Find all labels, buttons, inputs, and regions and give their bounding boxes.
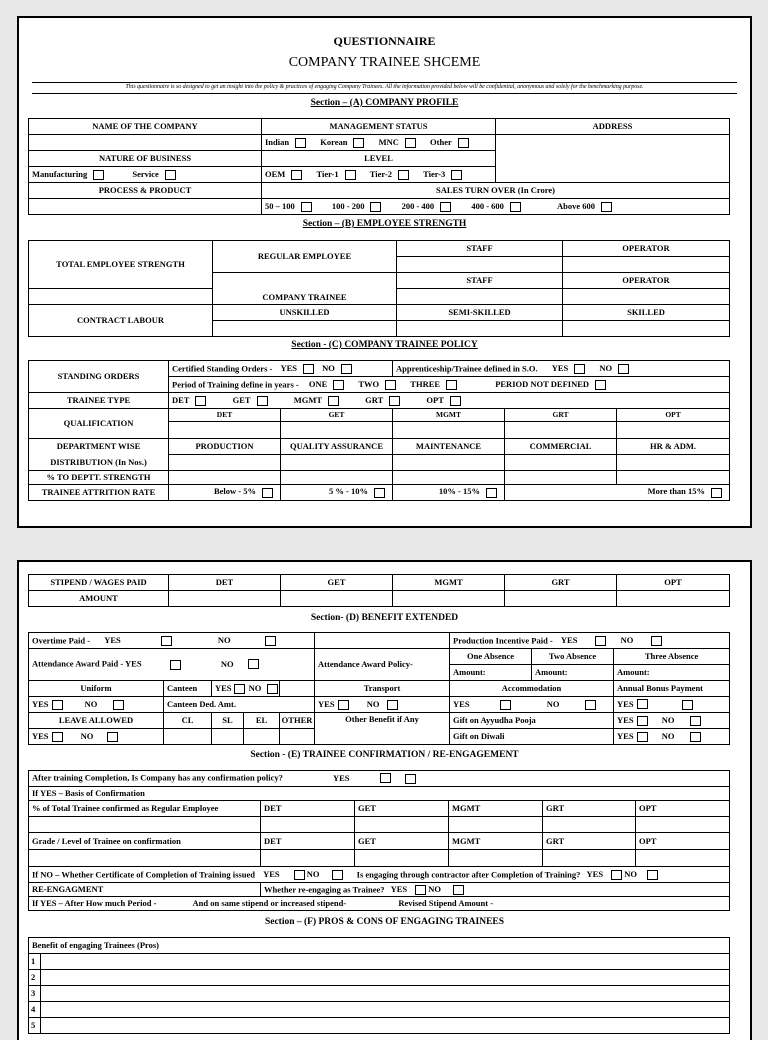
trainee-staff-field[interactable]	[397, 289, 563, 305]
accommodation-no-option[interactable]: NO	[547, 700, 601, 710]
checkbox-icon[interactable]	[370, 202, 381, 212]
confirmation-table	[28, 770, 730, 911]
stipend-det-header: DET	[169, 575, 281, 591]
checkbox-icon[interactable]	[690, 716, 701, 726]
canteen-ded-label: Canteen Ded. Amt.	[164, 697, 315, 713]
pros-row-field[interactable]	[41, 970, 730, 986]
canteen-label: Canteen	[164, 681, 212, 697]
sl-field[interactable]	[212, 729, 244, 745]
after-period-row: If YES – After How much Period - And on same stipend or increased stipend- Revised Stipend Amount -	[29, 897, 730, 911]
attendance-yes-checkbox-icon[interactable]	[170, 660, 181, 670]
dist-maintenance-field[interactable]	[393, 455, 505, 471]
grade-grt-field[interactable]	[543, 850, 636, 867]
qual-grt-field[interactable]	[505, 422, 617, 439]
overtime-row: Overtime Paid - YES NO	[29, 633, 315, 649]
overtime-no-option[interactable]: NO	[218, 636, 280, 646]
checkbox-icon[interactable]	[385, 380, 396, 390]
so-no-option[interactable]: NO	[322, 364, 356, 374]
pct-dept-label: % TO DEPTT. STRENGTH	[29, 471, 169, 485]
dept-production-header: PRODUCTION	[169, 439, 281, 455]
qual-det-header: DET	[169, 409, 281, 422]
staff-label: STAFF	[397, 241, 563, 257]
checkbox-icon[interactable]	[374, 488, 385, 498]
grade-mgmt-field[interactable]	[449, 850, 543, 867]
checkbox-icon[interactable]	[107, 732, 118, 742]
qual-mgmt-field[interactable]	[393, 422, 505, 439]
business-service-option[interactable]: Service	[132, 170, 179, 180]
checkbox-icon[interactable]	[611, 870, 622, 880]
leave-other-label: OTHER	[280, 713, 315, 729]
checkbox-icon[interactable]	[451, 170, 462, 180]
pct-confirmed-label: % of Total Trainee confirmed as Regular Employee	[29, 801, 261, 817]
disclaimer-text: This questionnaire is so designed to get an insight into the policy & practices of engaging Company Trainees. All the information provided below will be confidential, anonymous and solely for the benchmarking purpose.	[125, 84, 644, 90]
sales-400-600-option[interactable]: 400 - 600	[471, 202, 525, 212]
stipend-opt-header: OPT	[617, 575, 730, 591]
canteen-blank	[280, 681, 315, 697]
dist-qa-field[interactable]	[281, 455, 393, 471]
section-c-heading: Section - (C) COMPANY TRAINEE POLICY	[291, 340, 478, 350]
checkbox-icon[interactable]	[353, 138, 364, 148]
type-get-option[interactable]: GET	[233, 396, 272, 406]
leave-sl-label: SL	[212, 713, 244, 729]
dist-commercial-field[interactable]	[505, 455, 617, 471]
confirmation-policy-row: After training Completion, Is Company has any confirmation policy? YES	[29, 771, 730, 787]
grade-mgmt-label: MGMT	[449, 833, 543, 850]
trainee-staff-label: STAFF	[397, 273, 563, 289]
grade-blank	[29, 850, 261, 867]
unskilled-label: UNSKILLED	[213, 305, 397, 321]
checkbox-icon[interactable]	[651, 636, 662, 646]
gift-diwali-options	[614, 729, 730, 745]
pct-opt-label: OPT	[636, 801, 730, 817]
regular-staff-field[interactable]	[397, 257, 563, 273]
amount-mgmt-field[interactable]	[393, 591, 505, 607]
certificate-no-option[interactable]: NO	[307, 870, 347, 880]
leave-el-label: EL	[244, 713, 280, 729]
checkbox-icon[interactable]	[398, 170, 409, 180]
canteen-options	[212, 681, 280, 697]
checkbox-icon[interactable]	[267, 684, 278, 694]
level-options	[262, 167, 496, 183]
checkbox-icon[interactable]	[440, 202, 451, 212]
certificate-row: If NO – Whether Certificate of Completion of Training issued YES NO Is engaging through contractor after Completion of Training? YES NO	[29, 867, 730, 883]
checkbox-icon[interactable]	[601, 202, 612, 212]
leave-options	[29, 729, 164, 745]
checkbox-icon[interactable]	[595, 636, 606, 646]
trainee-type-options	[169, 393, 730, 409]
attendance-policy-label: Attendance Award Policy-	[315, 649, 450, 681]
stipend-label: STIPEND / WAGES PAID	[29, 575, 169, 591]
trainee-policy-table	[28, 360, 730, 501]
checkbox-icon[interactable]	[295, 138, 306, 148]
apprentice-yes-option[interactable]: YES	[552, 364, 590, 374]
checkbox-icon[interactable]	[637, 699, 648, 709]
mgmt-other-option[interactable]: Other	[430, 138, 473, 148]
gift-diwali-label: Gift on Diwali	[450, 729, 614, 745]
pct-grt-field[interactable]	[543, 817, 636, 833]
period-one-option[interactable]: ONE	[309, 380, 348, 390]
sales-50-100-option[interactable]: 50 – 100	[265, 202, 316, 212]
semi-skilled-label: SEMI-SKILLED	[397, 305, 563, 321]
management-status-label: MANAGEMENT STATUS	[262, 119, 496, 135]
grade-get-field[interactable]	[355, 850, 449, 867]
sales-turnover-label: SALES TURN OVER (In Crore)	[262, 183, 730, 199]
checkbox-icon[interactable]	[585, 700, 596, 710]
company-name-field[interactable]	[29, 135, 262, 151]
checkbox-icon[interactable]	[647, 870, 658, 880]
overtime-blank	[315, 633, 450, 649]
business-options	[29, 167, 262, 183]
leave-cl-label: CL	[164, 713, 212, 729]
pct-hr-field[interactable]	[617, 471, 730, 485]
amount-grt-field[interactable]	[505, 591, 617, 607]
type-mgmt-option[interactable]: MGMT	[294, 396, 343, 406]
company-trainee-label: COMPANY TRAINEE	[213, 273, 397, 305]
grade-det-field[interactable]	[261, 850, 355, 867]
amount-get-field[interactable]	[281, 591, 393, 607]
checkbox-icon[interactable]	[294, 870, 305, 880]
semi-skilled-field[interactable]	[397, 321, 563, 337]
checkbox-icon[interactable]	[574, 364, 585, 374]
pros-row-field[interactable]	[41, 1018, 730, 1034]
benefit-table	[28, 632, 730, 745]
standing-orders-label: STANDING ORDERS	[29, 361, 169, 393]
pros-row-number: 1	[29, 954, 41, 970]
pct-opt-field[interactable]	[636, 817, 730, 833]
three-absence-amount[interactable]: Amount:	[614, 665, 730, 681]
page-subtitle: COMPANY TRAINEE SHCEME	[288, 55, 481, 70]
checkbox-icon[interactable]	[387, 700, 398, 710]
contractor-no-option[interactable]: NO	[624, 870, 662, 880]
checkbox-icon[interactable]	[380, 773, 391, 783]
checkbox-icon[interactable]	[637, 732, 648, 742]
re-engage-yes-option[interactable]: YES	[391, 885, 427, 895]
other-field[interactable]	[280, 729, 315, 745]
checkbox-icon[interactable]	[265, 636, 276, 646]
qual-opt-field[interactable]	[617, 422, 730, 439]
trainee-operator-label: OPERATOR	[563, 273, 730, 289]
re-engagement-label: RE-ENGAGMENT	[29, 883, 261, 897]
checkbox-icon[interactable]	[446, 380, 457, 390]
other-benefit-label: Other Benefit if Any	[315, 713, 450, 745]
sales-options	[262, 199, 730, 215]
checkbox-icon[interactable]	[345, 170, 356, 180]
incentive-row: Production Incentive Paid - YES NO	[450, 633, 730, 649]
unskilled-field[interactable]	[213, 321, 397, 337]
pct-det-label: DET	[261, 801, 355, 817]
checkbox-icon[interactable]	[234, 684, 245, 694]
level-tier1-option[interactable]: Tier-1	[316, 170, 359, 180]
cl-field[interactable]	[164, 729, 212, 745]
one-absence-label: One Absence	[450, 649, 532, 665]
type-det-option[interactable]: DET	[172, 396, 210, 406]
address-label: ADDRESS	[496, 119, 730, 135]
trainee-operator-field[interactable]	[563, 289, 730, 305]
el-field[interactable]	[244, 729, 280, 745]
company-profile-table	[28, 118, 730, 215]
overtime-yes-option[interactable]: YES	[104, 636, 176, 646]
attendance-award-row: Attendance Award Paid - YES NO	[29, 649, 315, 681]
checkbox-icon[interactable]	[338, 700, 349, 710]
checkbox-icon[interactable]	[262, 488, 273, 498]
checkbox-icon[interactable]	[510, 202, 521, 212]
checkbox-icon[interactable]	[333, 380, 344, 390]
canteen-no-option[interactable]: NO	[249, 684, 280, 694]
gift-pooja-options	[614, 713, 730, 729]
qual-get-field[interactable]	[281, 422, 393, 439]
regular-employee-label: REGULAR EMPLOYEE	[213, 241, 397, 273]
qual-opt-header: OPT	[617, 409, 730, 422]
stipend-grt-header: GRT	[505, 575, 617, 591]
type-grt-option[interactable]: GRT	[365, 396, 404, 406]
amount-opt-field[interactable]	[617, 591, 730, 607]
apprentice-no-option[interactable]: NO	[599, 364, 633, 374]
checkbox-icon[interactable]	[458, 138, 469, 148]
checkbox-icon[interactable]	[486, 488, 497, 498]
mgmt-mnc-option[interactable]: MNC	[379, 138, 420, 148]
attrition-below5-option[interactable]: Below - 5%	[169, 485, 281, 501]
leave-yes-option[interactable]: YES	[32, 732, 71, 742]
qual-grt-header: GRT	[505, 409, 617, 422]
leave-allowed-label: LEAVE ALLOWED	[29, 713, 164, 729]
attrition-label: TRAINEE ATTRITION RATE	[29, 485, 169, 501]
process-product-field[interactable]	[29, 199, 262, 215]
section-d-heading: Section- (D) BENEFIT EXTENDED	[310, 613, 459, 623]
incentive-no-option[interactable]: NO	[621, 636, 667, 646]
attendance-no-option[interactable]: NO	[221, 659, 263, 669]
uniform-no-option[interactable]: NO	[85, 700, 129, 710]
section-b-heading: Section – (B) EMPLOYEE STRENGTH	[302, 219, 467, 229]
amount-det-field[interactable]	[169, 591, 281, 607]
level-label: LEVEL	[262, 151, 496, 167]
contractor-yes-option[interactable]: YES	[587, 870, 623, 880]
certificate-yes-option[interactable]: YES	[263, 870, 305, 880]
checkbox-icon[interactable]	[301, 202, 312, 212]
pct-mgmt-label: MGMT	[449, 801, 543, 817]
dept-hr-header: HR & ADM.	[617, 439, 730, 455]
pros-table	[28, 937, 730, 1034]
transport-options	[315, 697, 450, 713]
dist-production-field[interactable]	[169, 455, 281, 471]
checkbox-icon[interactable]	[500, 700, 511, 710]
accommodation-label: Accommodation	[450, 681, 614, 697]
checkbox-icon[interactable]	[405, 138, 416, 148]
dept-distribution-label: DISTRIBUTION (In Nos.)	[29, 455, 169, 471]
re-engaging-row: Whether re-engaging as Trainee? YES NO	[261, 883, 730, 897]
checkbox-icon[interactable]	[595, 380, 606, 390]
pct-qa-field[interactable]	[281, 471, 393, 485]
uniform-label: Uniform	[29, 681, 164, 697]
checkbox-icon[interactable]	[93, 170, 104, 180]
qual-det-field[interactable]	[169, 422, 281, 439]
management-options	[262, 135, 496, 151]
grade-level-label: Grade / Level of Trainee on confirmation	[29, 833, 261, 850]
period-two-option[interactable]: TWO	[358, 380, 400, 390]
process-product-label: PROCESS & PRODUCT	[29, 183, 262, 199]
grade-opt-field[interactable]	[636, 850, 730, 867]
amount-label: AMOUNT	[29, 591, 169, 607]
regular-operator-field[interactable]	[563, 257, 730, 273]
checkbox-icon[interactable]	[389, 396, 400, 406]
trainee-type-label: TRAINEE TYPE	[29, 393, 169, 409]
period-training-row: Period of Training define in years - ONE TWO THREE PERIOD NOT DEFINED	[169, 377, 730, 393]
pct-get-label: GET	[355, 801, 449, 817]
pros-row-field[interactable]	[41, 1002, 730, 1018]
grade-opt-label: OPT	[636, 833, 730, 850]
mgmt-indian-option[interactable]: Indian	[265, 138, 310, 148]
attrition-10-15-option[interactable]: 10% - 15%	[393, 485, 505, 501]
bonus-label: Annual Bonus Payment	[614, 681, 730, 697]
pct-mgmt-field[interactable]	[449, 817, 543, 833]
stipend-mgmt-header: MGMT	[393, 575, 505, 591]
basis-label: If YES – Basis of Confirmation	[29, 787, 730, 801]
page-title: QUESTIONNAIRE	[333, 34, 436, 48]
diwali-yes-option[interactable]: YES	[617, 732, 652, 742]
checkbox-icon[interactable]	[618, 364, 629, 374]
checkbox-icon[interactable]	[637, 716, 648, 726]
attrition-5-10-option[interactable]: 5 % - 10%	[281, 485, 393, 501]
business-manufacturing-option[interactable]: Manufacturing	[32, 170, 108, 180]
three-absence-label: Three Absence	[614, 649, 730, 665]
one-absence-amount[interactable]: Amount:	[450, 665, 532, 681]
total-strength-label: TOTAL EMPLOYEE STRENGTH	[29, 241, 213, 289]
attrition-above15-option[interactable]: More than 15%	[505, 485, 730, 501]
questionnaire-page-2	[17, 560, 752, 1040]
pct-commercial-field[interactable]	[505, 471, 617, 485]
stipend-table	[28, 574, 730, 607]
grade-grt-label: GRT	[543, 833, 636, 850]
apprenticeship-row: Apprenticeship/Trainee defined in S.O. YES NO	[393, 361, 730, 377]
skilled-label: SKILLED	[563, 305, 730, 321]
canteen-yes-option[interactable]: YES	[215, 684, 247, 694]
so-yes-option[interactable]: YES	[280, 364, 318, 374]
qual-get-header: GET	[281, 409, 393, 422]
grade-get-label: GET	[355, 833, 449, 850]
level-tier3-option[interactable]: Tier-3	[423, 170, 466, 180]
pooja-no-option[interactable]: NO	[662, 716, 706, 726]
confirm-no-checkbox-icon[interactable]	[405, 774, 416, 784]
type-opt-option[interactable]: OPT	[426, 396, 464, 406]
checkbox-icon[interactable]	[257, 396, 268, 406]
pros-row-field[interactable]	[41, 986, 730, 1002]
pros-row-number: 5	[29, 1018, 41, 1034]
checkbox-icon[interactable]	[291, 170, 302, 180]
checkbox-icon[interactable]	[453, 885, 464, 895]
pct-get-field[interactable]	[355, 817, 449, 833]
dept-maintenance-header: MAINTENANCE	[393, 439, 505, 455]
checkbox-icon[interactable]	[248, 659, 259, 669]
pros-row-number: 2	[29, 970, 41, 986]
checkbox-icon[interactable]	[113, 700, 124, 710]
checkbox-icon[interactable]	[161, 636, 172, 646]
pct-blank	[29, 817, 261, 833]
name-of-company-label: NAME OF THE COMPANY	[29, 119, 262, 135]
benefit-label: Benefit of engaging Trainees (Pros)	[29, 938, 730, 954]
checkbox-icon[interactable]	[711, 488, 722, 498]
pct-grt-label: GRT	[543, 801, 636, 817]
address-field[interactable]	[496, 135, 730, 183]
diwali-no-option[interactable]: NO	[662, 732, 706, 742]
dept-commercial-header: COMMERCIAL	[505, 439, 617, 455]
transport-yes-option[interactable]: YES	[318, 700, 357, 710]
confirm-yes-option[interactable]: YES	[333, 773, 395, 783]
stipend-get-header: GET	[281, 575, 393, 591]
accommodation-yes-option[interactable]: YES	[453, 700, 515, 710]
transport-label: Transport	[315, 681, 450, 697]
accommodation-options	[450, 697, 614, 713]
re-engage-no-option[interactable]: NO	[428, 885, 468, 895]
total-strength-field[interactable]	[29, 289, 213, 305]
gift-pooja-label: Gift on Ayyudha Pooja	[450, 713, 614, 729]
qual-mgmt-header: MGMT	[393, 409, 505, 422]
dept-wise-label: DEPARTMENT WISE	[29, 439, 169, 455]
checkbox-icon[interactable]	[52, 732, 63, 742]
nature-of-business-label: NATURE OF BUSINESS	[29, 151, 262, 167]
checkbox-icon[interactable]	[450, 396, 461, 406]
checkbox-icon[interactable]	[328, 396, 339, 406]
skilled-field[interactable]	[563, 321, 730, 337]
qualification-label: QUALIFICATION	[29, 409, 169, 439]
uniform-options	[29, 697, 164, 713]
contract-labour-label: CONTRACT LABOUR	[29, 305, 213, 337]
checkbox-icon[interactable]	[415, 885, 426, 895]
checkbox-icon[interactable]	[195, 396, 206, 406]
dist-hr-field[interactable]	[617, 455, 730, 471]
operator-label: OPERATOR	[563, 241, 730, 257]
level-oem-option[interactable]: OEM	[265, 170, 306, 180]
incentive-yes-option[interactable]: YES	[561, 636, 611, 646]
level-tier2-option[interactable]: Tier-2	[370, 170, 413, 180]
checkbox-icon[interactable]	[690, 732, 701, 742]
mgmt-korean-option[interactable]: Korean	[320, 138, 368, 148]
pros-row-field[interactable]	[41, 954, 730, 970]
pct-maintenance-field[interactable]	[393, 471, 505, 485]
grade-det-label: DET	[261, 833, 355, 850]
section-f-heading: Section – (F) PROS & CONS OF ENGAGING TRAINEES	[264, 917, 505, 927]
two-absence-label: Two Absence	[532, 649, 614, 665]
pct-det-field[interactable]	[261, 817, 355, 833]
pros-row-number: 3	[29, 986, 41, 1002]
uniform-yes-option[interactable]: YES	[32, 700, 75, 710]
period-three-option[interactable]: THREE	[410, 380, 461, 390]
pros-row-number: 4	[29, 1002, 41, 1018]
bonus-no-checkbox-icon[interactable]	[682, 700, 693, 710]
section-a-heading: Section – (A) COMPANY PROFILE	[310, 98, 459, 108]
checkbox-icon[interactable]	[341, 364, 352, 374]
sales-above-600-option[interactable]: Above 600	[557, 202, 616, 212]
employee-strength-table	[28, 240, 730, 337]
bonus-options	[614, 697, 730, 713]
checkbox-icon[interactable]	[165, 170, 176, 180]
sales-100-200-option[interactable]: 100 - 200	[332, 202, 386, 212]
sales-200-400-option[interactable]: 200 - 400	[402, 202, 456, 212]
checkbox-icon[interactable]	[52, 700, 63, 710]
pct-production-field[interactable]	[169, 471, 281, 485]
checkbox-icon[interactable]	[303, 364, 314, 374]
two-absence-amount[interactable]: Amount:	[532, 665, 614, 681]
checkbox-icon[interactable]	[332, 870, 343, 880]
period-not-defined-option[interactable]: PERIOD NOT DEFINED	[495, 380, 610, 390]
section-e-heading: Section - (E) TRAINEE CONFIRMATION / RE-ENGAGEMENT	[250, 750, 519, 760]
bonus-yes-option[interactable]: YES	[617, 699, 672, 709]
questionnaire-page-1	[17, 16, 752, 528]
certified-so-row: Certified Standing Orders - YES NO	[169, 361, 393, 377]
transport-no-option[interactable]: NO	[367, 700, 403, 710]
dept-qa-header: QUALITY ASSURANCE	[281, 439, 393, 455]
pooja-yes-option[interactable]: YES	[617, 716, 652, 726]
leave-no-option[interactable]: NO	[81, 732, 123, 742]
